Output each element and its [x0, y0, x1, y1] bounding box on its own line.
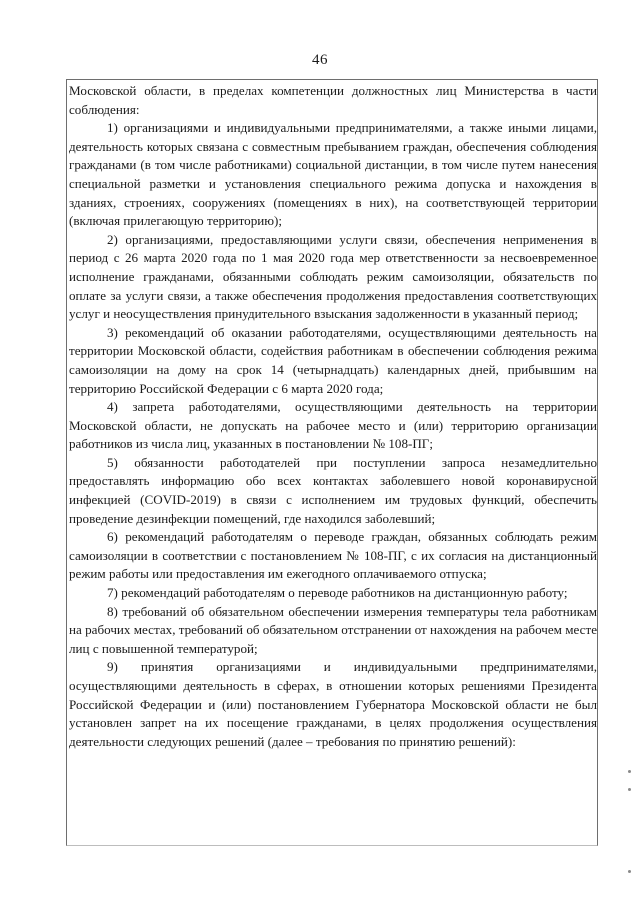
paragraph-item-6: 6) рекомендаций работодателям о переводе граждан, обязанных соблюдать режим самоизоляции в соответствии с постановлением № 108-ПГ, с их согласия на дистанционный режим работы или предоставления им ежегодного оплачиваемого отпуска;	[69, 529, 597, 582]
scan-speck	[628, 788, 631, 791]
paragraph-item-1: 1) организациями и индивидуальными предпринимателями, а также иными лицами, деятельность которых связана с совместным пребыванием граждан, обеспечения соблюдения гражданами (в том числе работниками) социальной дистанции, в том числе путем нанесения специальной разметки и установления специального режима допуска и нахождения в зданиях, строениях, сооружениях (помещениях в них), на соответствующей территории (включая прилегающую территорию);	[69, 120, 597, 229]
paragraph-item-9: 9) принятия организациями и индивидуальными предпринимателями, осуществляющими деятельность в сферах, в отношении которых решениями Президента Российской Федерации и (или) постановлением Губернатора Московской области не был установлен запрет на их посещение гражданами, в целях продолжения осуществления деятельности следующих решений (далее – требования по принятию решений):	[69, 659, 597, 749]
page-number: 46	[312, 52, 328, 68]
document-body	[69, 82, 597, 751]
paragraph-item-3: 3) рекомендаций об оказании работодателями, осуществляющими деятельность на территории Московской области, содействия работникам в обеспечении соблюдения режима самоизоляции на дому на срок 14 (четырнадцать) календарных дней, прибывшим на территорию Российской Федерации с 6 марта 2020 года;	[69, 324, 597, 396]
paragraph-item-8: 8) требований об обязательном обеспечении измерения температуры тела работникам на рабочих местах, требований об обязательном отстранении от нахождения на рабочем месте лиц с повышенной температурой;	[69, 603, 598, 656]
scan-speck	[628, 870, 631, 873]
paragraph-item-5: 5) обязанности работодателей при поступлении запроса незамедлительно предоставлять информацию обо всех контактах заболевшего новой коронавирусной инфекцией (COVID-2019) в связи с исполнением им трудовых функций, обеспечить проведение дезинфекции помещений, где находился заболевший;	[69, 454, 597, 526]
paragraph-item-2: 2) организациями, предоставляющими услуги связи, обеспечения неприменения в период с 26 марта 2020 года по 1 мая 2020 года мер ответственности за несвоевременное исполнение гражданами, обязанными соблюдать режим самоизоляции, обязательств по оплате за услуги связи, а также обеспечения продолжения предоставления соответствующих услуг и неосуществления принудительного взыскания задолженности в указанный период;	[69, 231, 597, 322]
paragraph-item-7: 7) рекомендаций работодателям о переводе работников на дистанционную работу;	[107, 585, 568, 601]
paragraph-item-4: 4) запрета работодателями, осуществляющими деятельность на территории Московской области, не допускать на рабочее место и (или) территорию организации работников из числа лиц, указанных в постановлении № 108-ПГ;	[69, 399, 597, 452]
scan-speck	[628, 770, 631, 773]
paragraph-intro: Московской области, в пределах компетенции должностных лиц Министерства в части соблюдения:	[69, 83, 597, 117]
